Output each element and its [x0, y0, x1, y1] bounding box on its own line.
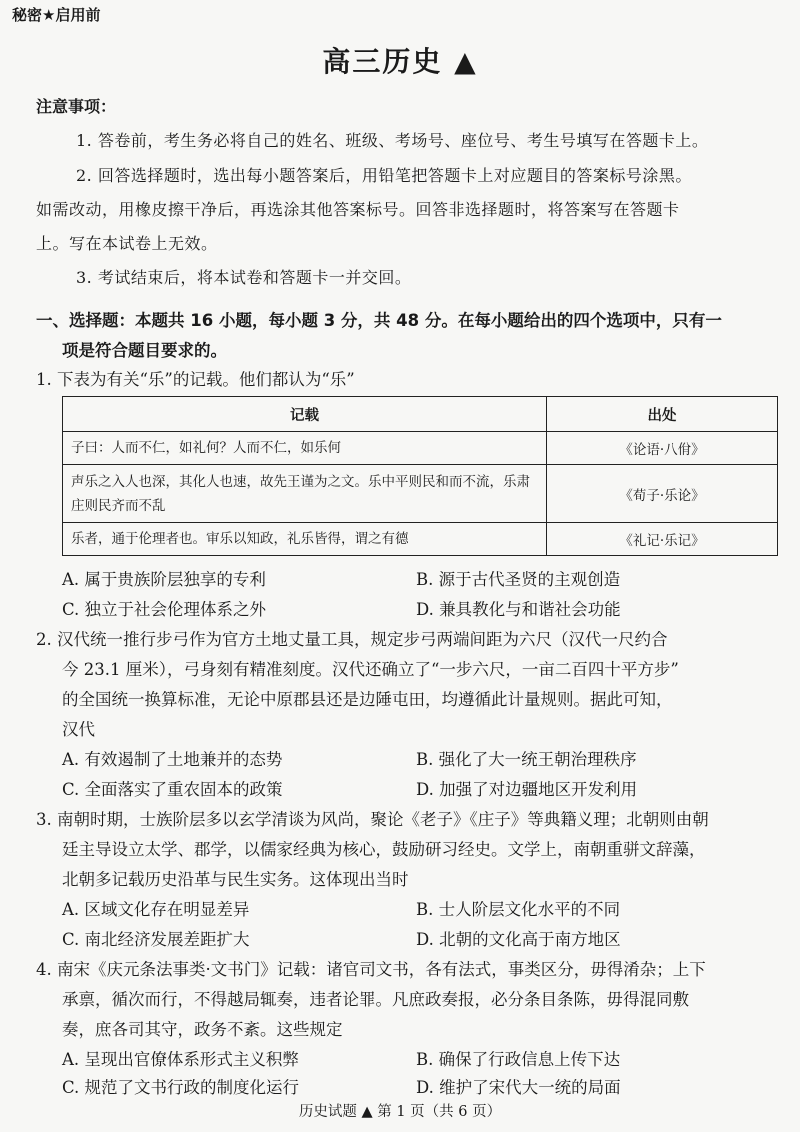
record-cell: 子曰：人而不仁，如礼何？人而不仁，如乐何 — [63, 432, 547, 465]
page-footer: 历史试题 ▲ 第 1 页（共 6 页） — [298, 1104, 502, 1120]
option-c[interactable]: C. 独立于社会伦理体系之外 — [62, 600, 267, 619]
option-b[interactable]: B. 士人阶层文化水平的不同 — [416, 900, 621, 919]
section-heading-line: 项是符合题目要求的。 — [62, 341, 227, 360]
section-heading — [36, 306, 776, 366]
option-d[interactable]: D. 北朝的文化高于南方地区 — [416, 930, 621, 949]
source-cell: 《论语·八佾》 — [547, 432, 778, 465]
option-c[interactable]: C. 规范了文书行政的制度化运行 — [62, 1078, 300, 1097]
table-row — [63, 523, 778, 556]
record-cell: 声乐之入人也深，其化人也速，故先王谨为之文。乐中平则民和而不流，乐肃庄则民齐而不乱 — [63, 465, 547, 523]
option-b[interactable]: B. 强化了大一统王朝治理秩序 — [416, 750, 637, 769]
section-heading-line: 一、选择题：本题共 16 小题，每小题 3 分，共 48 分。在每小题给出的四个选项中，只有一 — [36, 311, 722, 330]
notice-line: 如需改动，用橡皮擦干净后，再选涂其他答案标号。回答非选择题时，将答案写在答题卡 — [36, 200, 680, 219]
table-row — [63, 465, 778, 523]
notice-heading: 注意事项： — [36, 97, 117, 116]
question-2-stem: 汉代 — [62, 720, 95, 739]
notice-line: 2. 回答选择题时，选出每小题答案后，用铅笔把答题卡上对应题目的答案标号涂黑。 — [76, 166, 692, 185]
option-b[interactable]: B. 源于古代圣贤的主观创造 — [416, 570, 621, 589]
notice-line: 3. 考试结束后，将本试卷和答题卡一并交回。 — [76, 268, 412, 287]
question-4-stem: 奏，庶各司其守，政务不紊。这些规定 — [62, 1020, 343, 1039]
notice-line: 1. 答卷前，考生务必将自己的姓名、班级、考场号、座位号、考生号填写在答题卡上。 — [76, 131, 709, 150]
question-1-stem: 1. 下表为有关“乐”的记载。他们都认为“乐” — [36, 370, 355, 389]
option-a[interactable]: A. 区域文化存在明显差异 — [62, 900, 250, 919]
option-a[interactable]: A. 有效遏制了土地兼并的态势 — [62, 750, 283, 769]
question-1-table — [62, 396, 778, 556]
question-3-stem: 3. 南朝时期，士族阶层多以玄学清谈为风尚，聚论《老子》《庄子》等典籍义理；北朝则由朝 — [36, 810, 709, 829]
question-3-stem: 北朝多记载历史沿革与民生实务。这体现出当时 — [62, 870, 409, 889]
option-a[interactable]: A. 属于贵族阶层独享的专利 — [62, 570, 266, 589]
question-4-stem: 4. 南宋《庆元条法事类·文书门》记载：诸官司文书，各有法式，事类区分，毋得淆杂；上下 — [36, 960, 706, 979]
source-cell: 《礼记·乐记》 — [547, 523, 778, 556]
option-d[interactable]: D. 维护了宋代大一统的局面 — [416, 1078, 621, 1097]
column-header-source: 出处 — [547, 397, 778, 432]
notice-line: 上。写在本试卷上无效。 — [36, 234, 218, 253]
question-3-stem: 廷主导设立太学、郡学，以儒家经典为核心，鼓励研习经史。文学上，南朝重骈文辞藻， — [62, 840, 706, 859]
record-cell: 乐者，通于伦理者也。审乐以知政，礼乐皆得，谓之有德 — [63, 523, 547, 556]
source-cell: 《荀子·乐论》 — [547, 465, 778, 523]
option-d[interactable]: D. 兼具教化与和谐社会功能 — [416, 600, 621, 619]
column-header-record: 记载 — [63, 397, 547, 432]
question-2-stem: 今 23.1 厘米），弓身刻有精准刻度。汉代还确立了“一步六尺，一亩二百四十平方步” — [62, 660, 679, 679]
table-row — [63, 432, 778, 465]
question-2-stem: 的全国统一换算标准，无论中原郡县还是边陲屯田，均遵循此计量规则。据此可知， — [62, 690, 673, 709]
option-a[interactable]: A. 呈现出官僚体系形式主义积弊 — [62, 1050, 299, 1069]
option-b[interactable]: B. 确保了行政信息上传下达 — [416, 1050, 621, 1069]
page-title: 高三历史 ▲ — [322, 45, 478, 78]
option-c[interactable]: C. 全面落实了重农固本的政策 — [62, 780, 283, 799]
question-4-stem: 承禀，循次而行，不得越局辄奏，违者论罪。凡庶政奏报，必分条目条陈，毋得混同敷 — [62, 990, 689, 1009]
option-c[interactable]: C. 南北经济发展差距扩大 — [62, 930, 250, 949]
question-2-stem: 2. 汉代统一推行步弓作为官方土地丈量工具，规定步弓两端间距为六尺（汉代一尺约合 — [36, 630, 668, 649]
confidential-label: 秘密★启用前 — [12, 6, 101, 24]
option-d[interactable]: D. 加强了对边疆地区开发利用 — [416, 780, 638, 799]
table-header-row — [63, 397, 778, 432]
